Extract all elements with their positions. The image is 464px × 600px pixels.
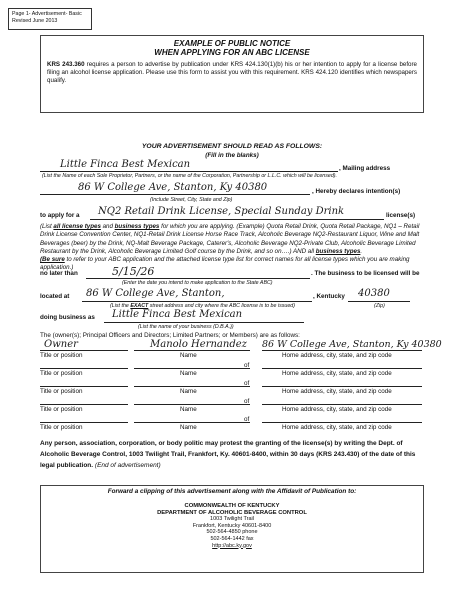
notice-body-text: requires a person to advertise by publication under KRS 424.130(1)(b) his or her intention to apply for a license before filing an alcohol license application. Please use this form to assist you with this requirement. KRS 424.120 identifies which newspapers qualify. [47,61,418,84]
owners-intro: The (owner(s); Principal Officers and Directors; Limited Partners; or Members) are as follows: [40,332,300,339]
dba-label: doing business as [40,314,95,321]
zip-line [348,301,410,302]
license-line [90,219,384,220]
mailing-label: , Mailing address [339,165,391,172]
declares-label: , Hereby declares intention(s) [312,188,401,195]
row4-of: of [244,398,250,405]
row4-address-line [262,404,422,405]
located-line [82,301,312,302]
date-line [86,278,310,279]
date-value: 5/15/26 [112,265,155,278]
notice-box [40,35,424,113]
address-value: 86 W College Ave, Stanton, Ky 40380 [78,182,268,193]
row2-of: of [244,362,250,369]
row3-name-line [134,386,250,387]
row4-address-label: Home address, city, state, and zip code [282,406,392,413]
mailing-line [40,171,338,172]
address-line-5: 502-564-4850 phone [206,529,258,536]
row5-address-line [262,422,422,423]
address-line [40,194,310,195]
notice-statute: KRS 243.360 [47,61,85,68]
types-text-e: for which you are applying. (Example) Quota Retail Drink, Quota Retail Package, NQ1 – Retail Drink License Convention Center, NQ1-Retail Drink License Horse Race Track, Alcoholic Beverage NQ2-Restaurant Liquor, Wine and Malt Beverages (beer) by the Drink, NQ-Malt Beverage Package, Caterer's, Alcoholic Beverage NQ2-Private Club, Alcoholic Beverage Limited Restaurant by the Drink, Alcoholic Beverage Limited Golf course by the Drink, and so on….) AND all [40,223,420,255]
row2-title-line [40,368,128,369]
row1-name-line [134,350,250,351]
be-sure-rest: to refer to your ABC application and the attached license type list for correct names for all license types which you are making application.) [40,256,410,272]
notice-body [41,61,423,85]
row4-title-label: Title or position [40,406,83,413]
located-hint-a: (List the [110,303,131,309]
row1-address-value: 86 W College Ave, Stanton, Ky 40380 [262,339,442,350]
be-sure-text: (Be sure [40,256,65,264]
row1-title-label: Title or position [40,352,83,359]
revision-line-1: Page 1- Advertisement- Basic [12,11,82,17]
row3-title-label: Title or position [40,388,83,395]
row5-title-line [40,422,128,423]
revision-line-2: Revised June 2013 [12,18,58,24]
address-hint: (Include Street, City, State and Zip) [150,197,233,203]
row5-title-label: Title or position [40,424,83,431]
no-later-label: no later than [40,270,78,277]
row3-address-line [262,386,422,387]
row1-address-line [262,350,422,351]
row3-title-line [40,386,128,387]
section-title: YOUR ADVERTISEMENT SHOULD READ AS FOLLOWS: [141,143,323,150]
row3-address-label: Home address, city, state, and zip code [282,388,392,395]
protest-paragraph [40,438,426,471]
mailing-value: Little Finca Best Mexican [60,159,191,170]
row2-address-line [262,368,422,369]
row1-name-label: Name [180,352,197,359]
row5-name-label: Name [180,424,197,431]
row4-title-line [40,404,128,405]
address-line-4: Frankfort, Kentucky 40601-8400 [192,522,272,529]
located-hint-c: street address and city where the ABC license is to be issued) [148,303,295,309]
forward-text: Forward a clipping of this advertisement along with the Affidavit of Publication to: [107,488,357,495]
dba-value: Little Finca Best Mexican [112,309,243,320]
located-hint-b: EXACT [130,303,149,309]
row5-of: of [244,416,250,423]
zip-value: 40380 [358,288,390,299]
row4-name-line [134,404,250,405]
notice-title-2: WHEN APPLYING FOR AN ABC LICENSE [154,48,310,57]
license-value: NQ2 Retail Drink License, Special Sunday Drink [98,206,345,217]
protest-text: Any person, association, corporation, or body politic may protest the granting of the license(s) by writing the Dept. of Alcoholic Beverage Control, 1003 Twilight Trail, Frankfort, Ky. 40601-8400, within 30 days (KRS 243.430) of the date of this legal publication. [40,440,416,469]
notice-title-1: EXAMPLE OF PUBLIC NOTICE [173,39,291,48]
zip-hint: (Zip) [374,303,385,309]
license-types-instructions [40,223,428,273]
row3-of: of [244,380,250,387]
mailing-hint: (List the Name of each Sole Proprietor, Partners, or the name of the Corporation, Partnership or L.L.C. which will be licensed). [42,173,338,179]
apply-label: to apply for a [40,212,80,219]
address-line-1: COMMONWEALTH OF KENTUCKY [184,503,280,509]
address-line-2: DEPARTMENT OF ALCOHOLIC BEVERAGE CONTROL [157,509,307,516]
types-text-c: and [100,223,115,230]
dba-hint: (List the name of your business (D.B.A.)) [138,324,234,330]
row1-title-value: Owner [44,339,78,350]
protest-end: (End of advertisement) [93,462,161,469]
forward-box [40,485,424,573]
address-line-6: 502-564-1442 fax [210,535,254,542]
row5-name-line [134,422,250,423]
row2-name-line [134,368,250,369]
business-licensed-label: . The business to be licensed will be [311,270,420,277]
date-hint: (Enter the date you intend to make application to the State ABC) [122,280,273,286]
row4-name-label: Name [180,406,197,413]
types-text-b: all license types [53,223,101,230]
dba-line [104,322,304,323]
row2-name-label: Name [180,370,197,377]
revision-box [8,8,92,30]
row5-address-label: Home address, city, state, and zip code [282,424,392,431]
address-line-3: 1003 Twilight Trail [210,516,254,523]
types-text-g: . [360,247,363,255]
abc-website-link[interactable]: http://abc.ky.gov [212,542,252,549]
row3-name-label: Name [180,388,197,395]
located-label: located at [40,293,70,300]
row1-title-line [40,350,128,351]
row1-name-value: Manolo Hernandez [150,339,247,350]
section-subtitle: (Fill in the blanks) [205,152,259,159]
types-text-d: business types [114,223,160,230]
row2-address-label: Home address, city, state, and zip code [282,370,392,377]
kentucky-label: , Kentucky [313,293,345,300]
row2-title-label: Title or position [40,370,83,377]
types-text-f: business types [315,247,361,255]
license-suffix: license(s) [386,212,416,219]
row1-address-label: Home address, city, state, and zip code [282,352,392,359]
types-text-a: (List [40,223,54,230]
located-value: 86 W College Ave, Stanton, [86,288,225,299]
